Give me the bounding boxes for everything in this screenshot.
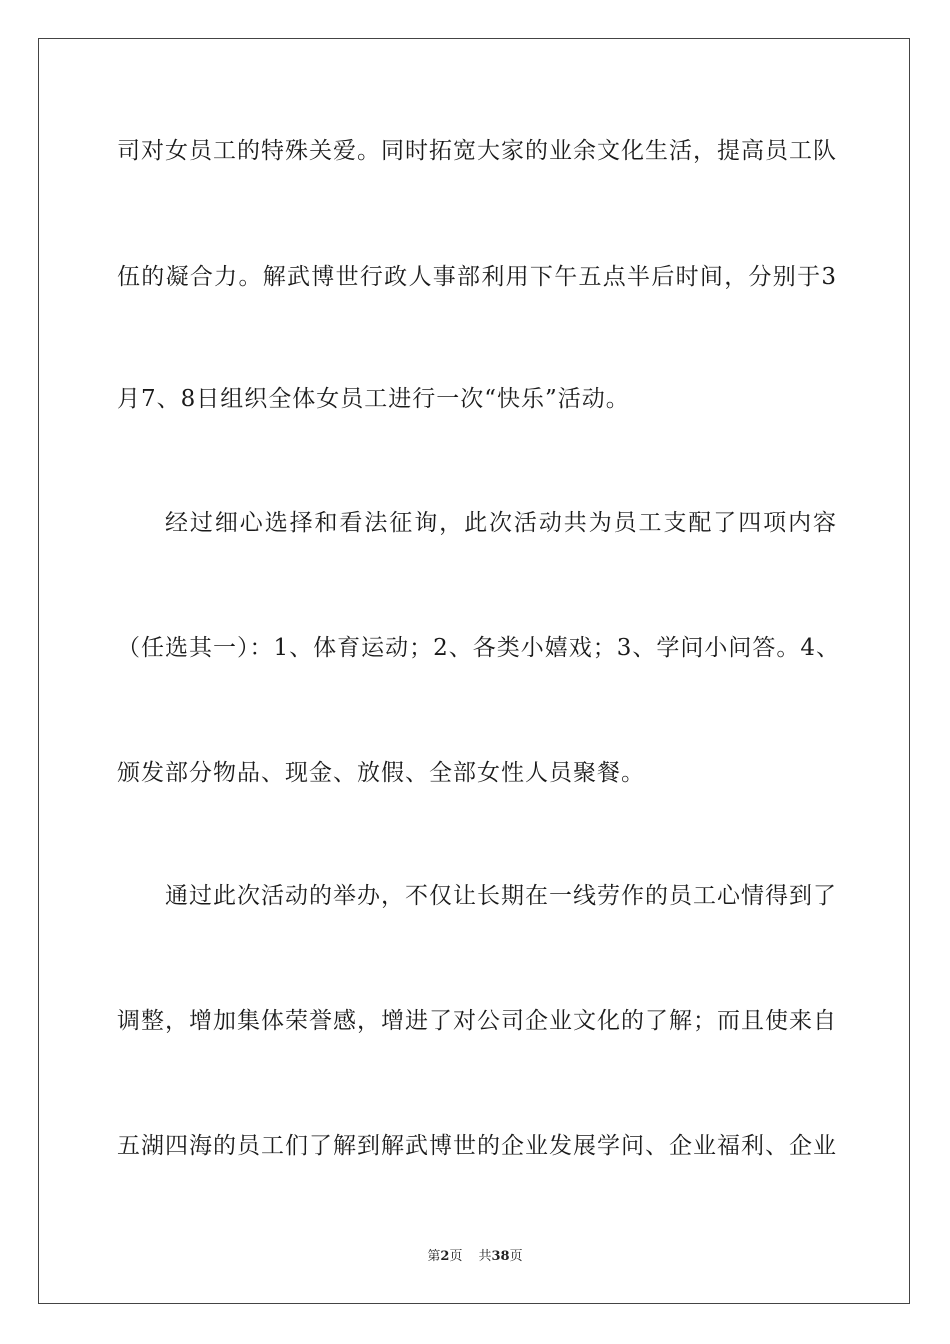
text-line: （任选其一）：1、体育运动；2、各类小嬉戏；3、学问小问答。4、: [117, 635, 841, 661]
page-prefix: 第: [427, 1249, 441, 1264]
total-suffix: 页: [509, 1249, 523, 1264]
paragraph-first-line: 通过此次活动的举办，不仅让长期在一线劳作的员工心情得到了: [165, 883, 837, 909]
text-line: 五湖四海的员工们了解到解武博世的企业发展学问、企业福利、企业: [117, 1133, 837, 1159]
text-line: 颁发部分物品、现金、放假、全部女性人员聚餐。: [117, 760, 645, 786]
page-footer: [0, 1248, 950, 1266]
page-suffix: 页: [449, 1249, 463, 1264]
total-prefix: 共: [478, 1249, 492, 1264]
text-line: 伍的凝合力。解武博世行政人事部利用下午五点半后时间，分别于3: [117, 264, 837, 290]
page-border: [38, 38, 910, 1304]
text-line: 月7、8日组织全体女员工进行一次“快乐”活动。: [117, 386, 630, 412]
text-line: 司对女员工的特殊关爱。同时拓宽大家的业余文化生活，提高员工队: [117, 138, 837, 164]
paragraph-first-line: 经过细心选择和看法征询，此次活动共为员工支配了四项内容: [165, 510, 837, 536]
text-line: 调整，增加集体荣誉感，增进了对公司企业文化的了解；而且使来自: [117, 1008, 837, 1034]
total-pages: 38: [491, 1249, 510, 1264]
page-number: 2: [440, 1249, 450, 1264]
